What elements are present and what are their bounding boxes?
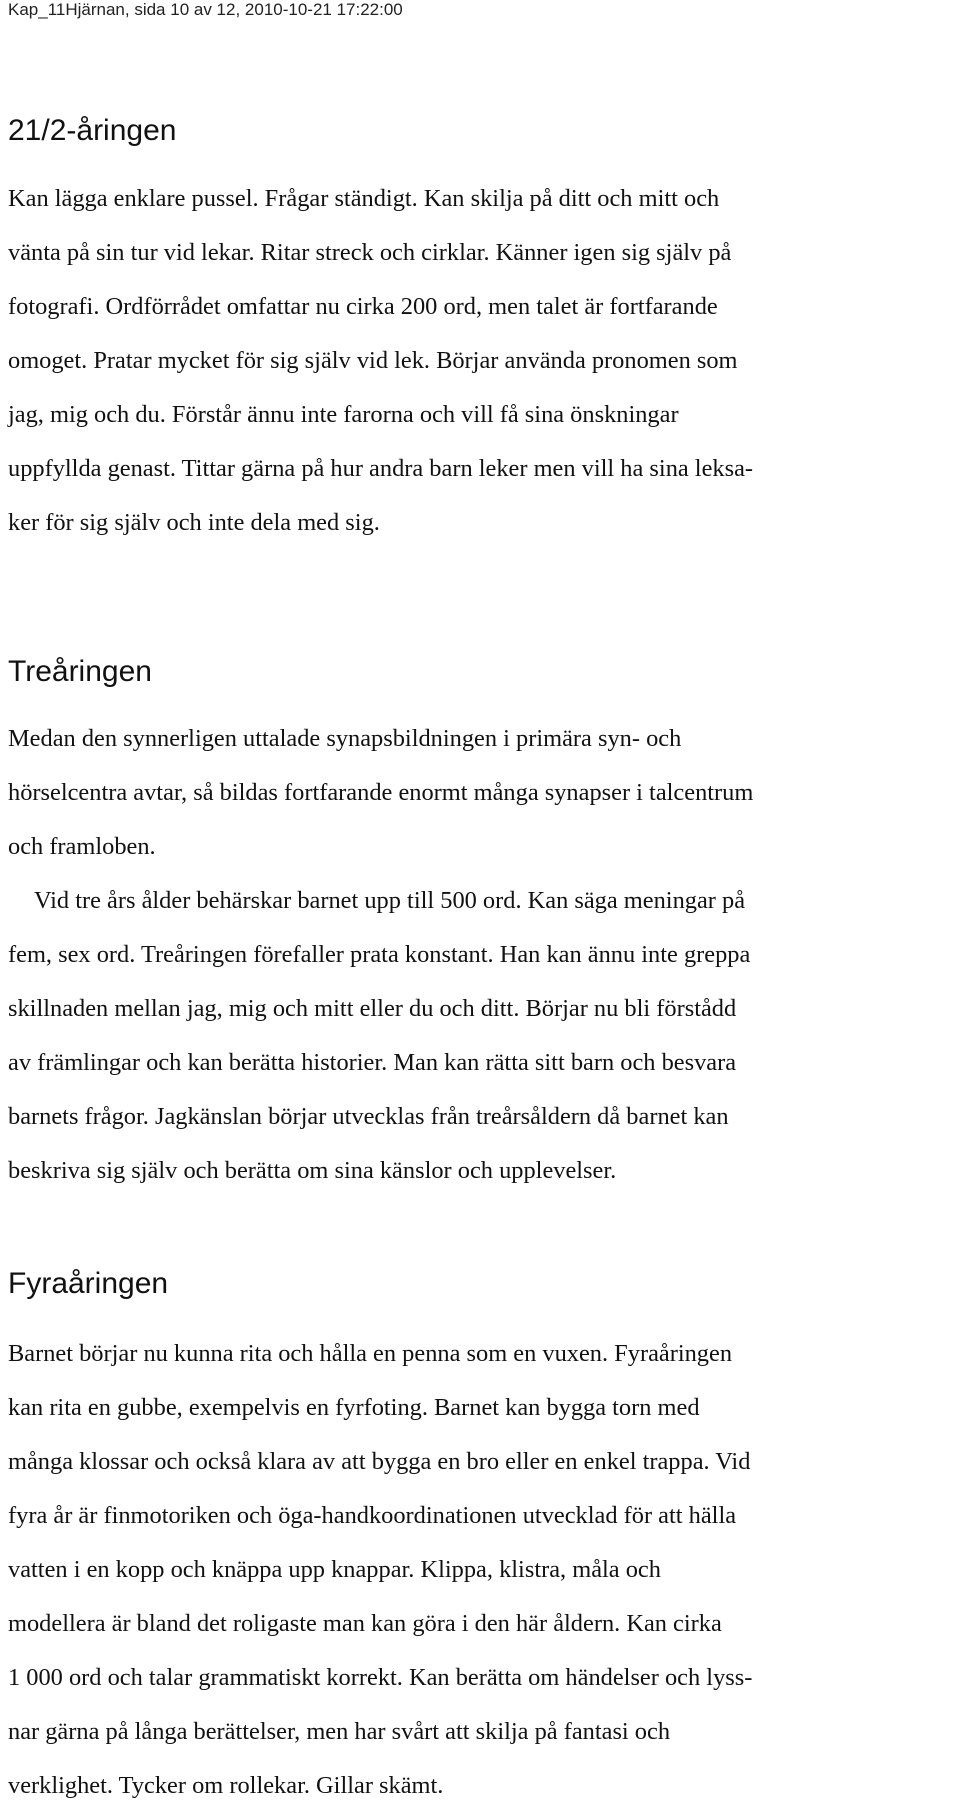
page-header: Kap_11Hjärnan, sida 10 av 12, 2010-10-21 17:22:00 [8,0,403,19]
text-line: jag, mig och du. Förstår ännu inte farorna och vill få sina önskningar [8,401,679,428]
text-line: vatten i en kopp och knäppa upp knappar. Klippa, klistra, måla och [8,1556,661,1583]
text-line: omoget. Pratar mycket för sig själv vid lek. Börjar använda pronomen som [8,347,738,374]
text-line: och framloben. [8,833,156,860]
text-line: av främlingar och kan berätta historier. Man kan rätta sitt barn och besvara [8,1049,737,1076]
text-line: Vid tre års ålder behärskar barnet upp till 500 ord. Kan säga meningar på [34,887,746,914]
text-line: fotografi. Ordförrådet omfattar nu cirka 200 ord, men talet är fortfarande [8,293,718,320]
text-line: kan rita en gubbe, exempelvis en fyrfoting. Barnet kan bygga torn med [8,1394,700,1421]
text-line: många klossar och också klara av att bygga en bro eller en enkel trappa. Vid [8,1448,751,1475]
section-title: 21/2-åringen [8,114,177,147]
section-paragraph [8,874,960,1198]
text-line: fem, sex ord. Treåringen förefaller prata konstant. Han kan ännu inte greppa [8,941,751,968]
text-line: fyra år är finmotoriken och öga-handkoordinationen utvecklad för att hälla [8,1502,737,1529]
text-line: modellera är bland det roligaste man kan göra i den här åldern. Kan cirka [8,1610,722,1637]
section-paragraph [8,712,960,874]
text-line: Barnet börjar nu kunna rita och hålla en penna som en vuxen. Fyraåringen [8,1340,733,1367]
text-line: hörselcentra avtar, så bildas fortfarande enormt många synapser i talcentrum [8,779,754,806]
text-line: vänta på sin tur vid lekar. Ritar streck och cirklar. Känner igen sig själv på [8,239,732,266]
text-line: uppfyllda genast. Tittar gärna på hur andra barn leker men vill ha sina leksa- [8,455,754,482]
text-line: verklighet. Tycker om rollekar. Gillar skämt. [8,1772,444,1799]
section-paragraph [8,172,960,550]
text-line: Kan lägga enklare pussel. Frågar ständigt. Kan skilja på ditt och mitt och [8,185,720,212]
text-line: Medan den synnerligen uttalade synapsbildningen i primära syn- och [8,725,682,752]
text-line: nar gärna på långa berättelser, men har svårt att skilja på fantasi och [8,1718,671,1745]
section-paragraph [8,1327,960,1813]
text-line: skillnaden mellan jag, mig och mitt eller du och ditt. Börjar nu bli förstådd [8,995,737,1022]
text-line: 1 000 ord och talar grammatiskt korrekt. Kan berätta om händelser och lyss- [8,1664,753,1691]
section-title: Fyraåringen [8,1267,169,1300]
text-line: barnets frågor. Jagkänslan börjar utvecklas från treårsåldern då barnet kan [8,1103,729,1130]
text-line: beskriva sig själv och berätta om sina känslor och upplevelser. [8,1157,617,1184]
text-line: ker för sig själv och inte dela med sig. [8,509,380,536]
section-title: Treåringen [8,655,152,688]
